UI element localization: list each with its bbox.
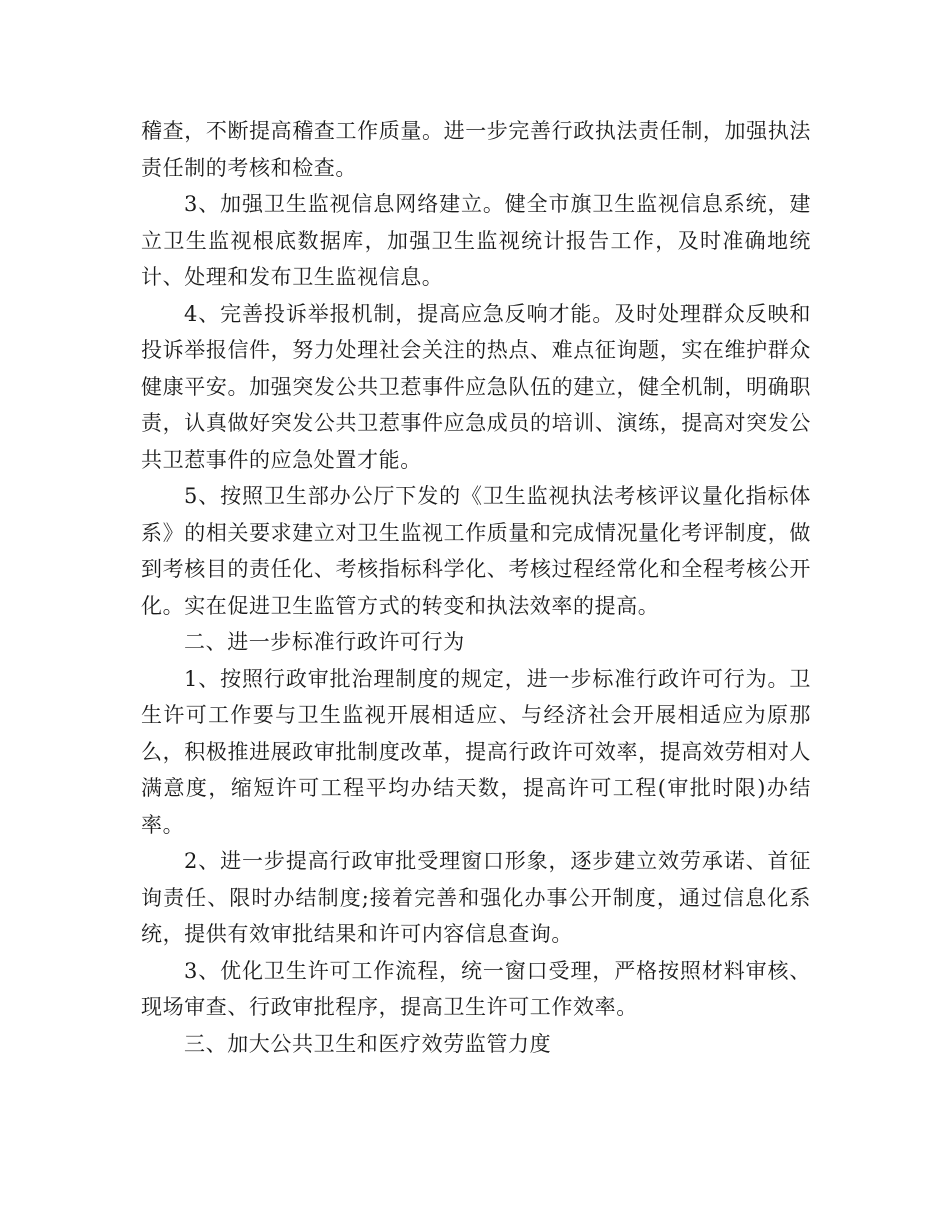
section-heading-2: 二、进一步标准行政许可行为 bbox=[184, 630, 465, 654]
paragraph-item-3-workflow: 3、优化卫生许可工作流程，统一窗口受理，严格按照材料审核、现场审查、行政审批程序，提高卫生许可工作效率。 bbox=[141, 958, 811, 1019]
document-body bbox=[141, 113, 811, 1062]
paragraph-item-5-evaluation: 5、按照卫生部办公厅下发的《卫生监视执法考核评议量化指标体系》的相关要求建立对卫生监视工作质量和完成情况量化考评制度，做到考核目的责任化、考核指标科学化、考核过程经常化和全程考核公开化。实在促进卫生监管方式的转变和执法效率的提高。 bbox=[141, 484, 811, 618]
paragraph-item-1-approval: 1、按照行政审批治理制度的规定，进一步标准行政许可行为。卫生许可工作要与卫生监视开展相适应、与经济社会开展相适应为原那么，积极推进展政审批制度改革，提高行政许可效率，提高效劳相对人满意度，缩短许可工程平均办结天数，提高许可工程(审批时限)办结率。 bbox=[141, 666, 811, 837]
paragraph-item-2-window: 2、进一步提高行政审批受理窗口形象，逐步建立效劳承诺、首征询责任、限时办结制度;接着完善和强化办事公开制度，通过信息化系统，提供有效审批结果和许可内容信息查询。 bbox=[141, 849, 811, 946]
paragraph-item-3-network: 3、加强卫生监视信息网络建立。健全市旗卫生监视信息系统，建立卫生监视根底数据库，加强卫生监视统计报告工作，及时准确地统计、处理和发布卫生监视信息。 bbox=[141, 192, 811, 289]
paragraph-item-4-complaints: 4、完善投诉举报机制，提高应急反响才能。及时处理群众反映和投诉举报信件，努力处理社会关注的热点、难点征询题，实在维护群众健康平安。加强突发公共卫惹事件应急队伍的建立，健全机制，明确职责，认真做好突发公共卫惹事件应急成员的培训、演练，提高对突发公共卫惹事件的应急处置才能。 bbox=[141, 301, 811, 472]
section-heading-3: 三、加大公共卫生和医疗效劳监管力度 bbox=[184, 1031, 552, 1056]
paragraph-continuation: 稽查，不断提高稽查工作质量。进一步完善行政执法责任制，加强执法责任制的考核和检查。 bbox=[141, 119, 811, 180]
